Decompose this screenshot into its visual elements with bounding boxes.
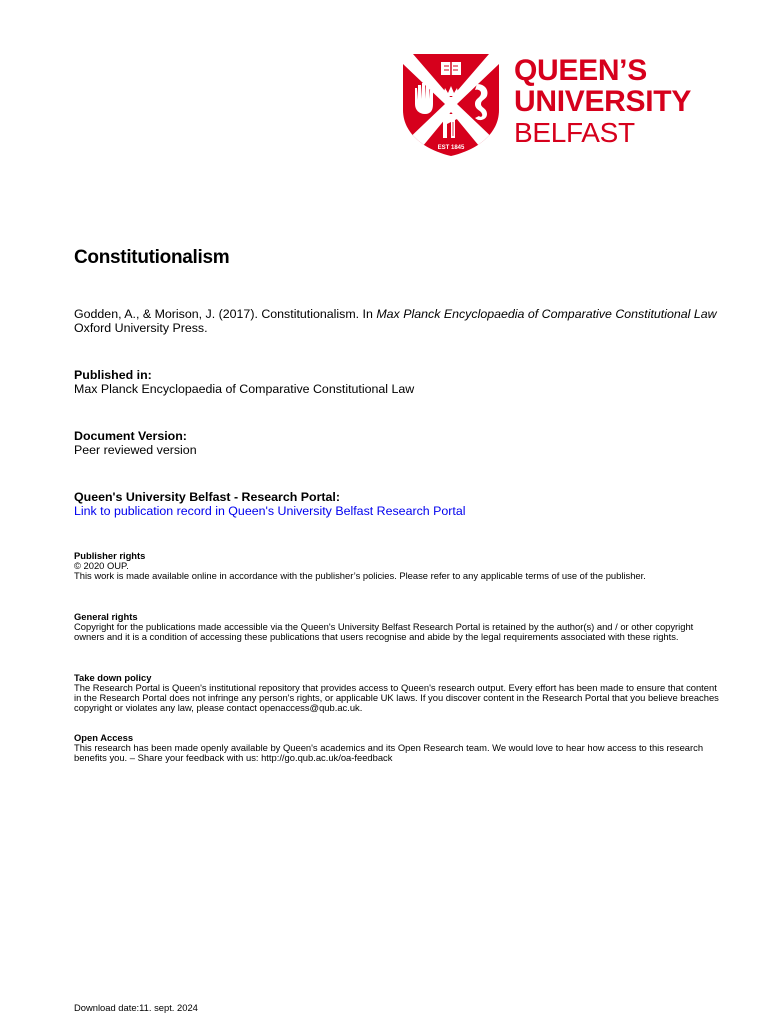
document-version-section	[74, 429, 734, 457]
general-rights-heading: General rights	[74, 611, 138, 622]
citation-prefix: Godden, A., & Morison, J. (2017). Constitutionalism. In	[74, 307, 377, 321]
document-version-label: Document Version:	[74, 429, 187, 443]
research-portal-label: Queen's University Belfast - Research Portal:	[74, 490, 340, 504]
general-rights-section	[74, 612, 724, 642]
open-access-heading: Open Access	[74, 732, 134, 743]
download-date: Download date:11. sept. 2024	[74, 1002, 198, 1013]
document-title: Constitutionalism	[74, 247, 230, 268]
university-wordmark	[514, 55, 691, 148]
research-portal-section	[74, 490, 734, 518]
publisher-rights-section	[74, 551, 724, 581]
general-rights-text: Copyright for the publications made accessible via the Queen's University Belfast Research Portal is retained by the author(s) and / or other copyright owners and it is a condition of accessing these publications that users recognise and abide by the legal requirements associated with these rights.	[74, 621, 694, 642]
university-logo	[401, 52, 721, 162]
published-in-label: Published in:	[74, 368, 152, 382]
publisher-rights-copyright: © 2020 OUP.	[74, 560, 129, 571]
crest-icon	[401, 52, 501, 158]
crest-text: EST 1845	[437, 145, 465, 151]
open-access-text: This research has been made openly available by Queen's academics and its Open Research team. We would love to hear how access to this research benefits you. – Share your feedback with us: http://go.qub.ac.uk/oa-feedback	[74, 742, 704, 763]
document-version-value: Peer reviewed version	[74, 443, 197, 457]
take-down-text: The Research Portal is Queen's institutional repository that provides access to Queen's research output. Every effort has been made to ensure that content in the Research Portal does not infringe any person's rights, or applicable UK laws. If you discover content in the Research Portal that you believe breaches copyright or violates any law, please contact openaccess@qub.ac.uk.	[74, 682, 719, 713]
publisher-rights-text: This work is made available online in accordance with the publisher’s policies. Please refer to any applicable terms of use of the publisher.	[74, 570, 646, 581]
take-down-heading: Take down policy	[74, 672, 152, 683]
research-portal-link[interactable]: Link to publication record in Queen's University Belfast Research Portal	[74, 504, 466, 518]
wordmark-line-1: QUEEN’S	[514, 54, 647, 87]
citation	[74, 307, 734, 335]
published-in-section	[74, 368, 734, 396]
wordmark-line-2: UNIVERSITY	[514, 85, 692, 118]
publisher-rights-heading: Publisher rights	[74, 550, 146, 561]
published-in-value: Max Planck Encyclopaedia of Comparative Constitutional Law	[74, 382, 415, 396]
wordmark-line-3: BELFAST	[514, 117, 635, 148]
citation-suffix: Oxford University Press.	[74, 321, 208, 335]
citation-book-title: Max Planck Encyclopaedia of Comparative Constitutional Law	[376, 307, 717, 321]
take-down-section	[74, 673, 724, 713]
open-access-section	[74, 733, 724, 763]
